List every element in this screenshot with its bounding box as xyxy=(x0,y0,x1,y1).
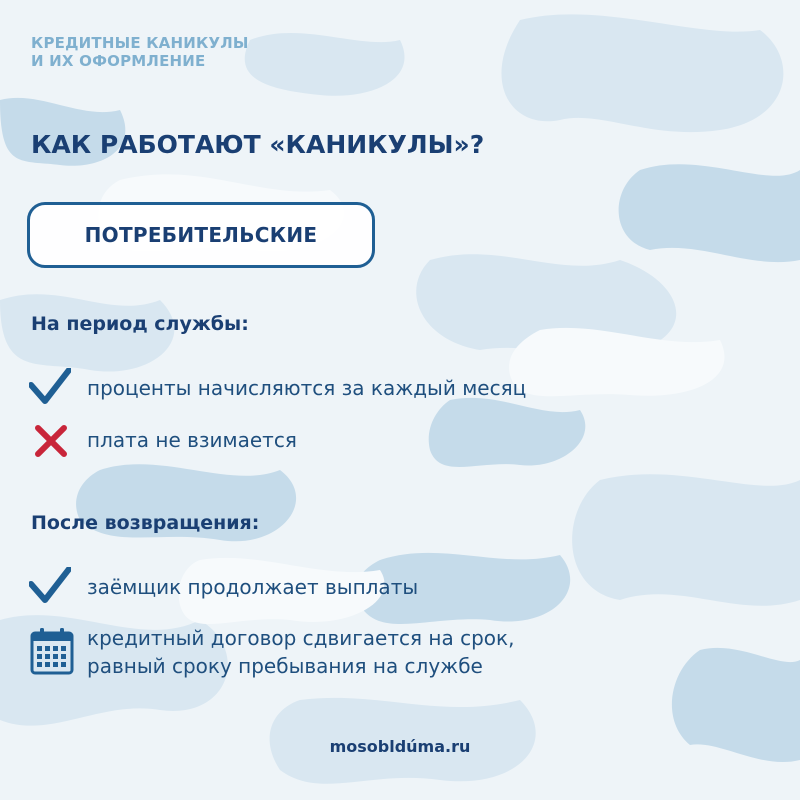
checkmark-icon xyxy=(29,567,71,603)
footer-site-link: mosobldúma.ru xyxy=(329,737,471,756)
list-item: плата не взимается xyxy=(87,428,297,452)
category-badge-label: ПОТРЕБИТЕЛЬСКИЕ xyxy=(84,223,318,247)
category-badge xyxy=(27,202,375,268)
page-title: КАК РАБОТАЮТ «КАНИКУЛЫ»? xyxy=(31,130,485,159)
list-item-line1: кредитный договор сдвигается на срок, xyxy=(87,626,515,650)
list-item: проценты начисляются за каждый месяц xyxy=(87,376,527,400)
series-label-line1: КРЕДИТНЫЕ КАНИКУЛЫ xyxy=(31,34,249,52)
calendar-icon xyxy=(29,626,75,676)
series-label-line2: И ИХ ОФОРМЛЕНИЕ xyxy=(31,52,206,70)
during-service-heading: На период службы: xyxy=(31,313,249,335)
list-item xyxy=(87,624,514,680)
list-item: заёмщик продолжает выплаты xyxy=(87,575,419,599)
cross-icon xyxy=(34,424,68,458)
list-item-line2: равный сроку пребывания на службе xyxy=(87,654,483,678)
checkmark-icon xyxy=(29,368,71,404)
series-label xyxy=(31,34,249,70)
after-return-heading: После возвращения: xyxy=(31,512,260,534)
